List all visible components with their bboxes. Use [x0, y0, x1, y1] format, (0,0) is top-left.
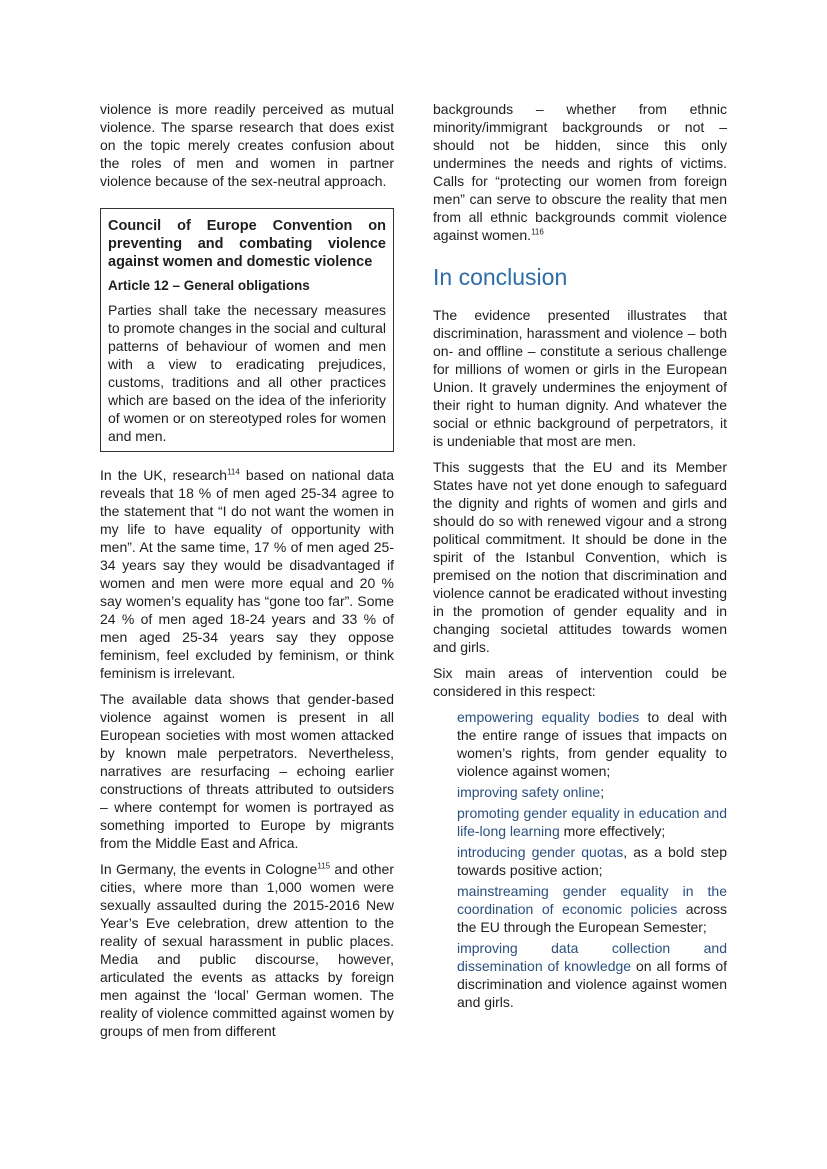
list-item — [457, 804, 727, 840]
list-item — [457, 939, 727, 1011]
area-highlight: improving data collection and dissemination of knowledge — [457, 940, 727, 974]
box-subtitle: Article 12 – General obligations — [108, 278, 310, 293]
box-text: Parties shall take the necessary measures to promote changes in the social and cultural patterns of behaviour of women and men with a view to eradicating prejudices, customs, traditions and all other practices which are based on the idea of the inferiority of women or on stereotyped roles for women and men. — [108, 302, 386, 444]
area-highlight: empowering equality bodies — [457, 709, 640, 725]
continuation-text: backgrounds – whether from ethnic minority/immigrant backgrounds or not – should not be hidden, since this only undermines the needs and rights of victims. Calls for “protecting our women from foreign men” can serve to obscure the reality that men from all ethnic backgrounds commit violence against women. — [433, 101, 727, 243]
conclusion-heading: In conclusion — [433, 264, 568, 290]
data-paragraph: The available data shows that gender-based violence against women is present in all European societies with most women attacked by known male perpetrators. Nevertheless, narratives are resurfacing – echoing earlier constructions of threats attributed to outsiders – where contempt for women is portrayed as something imported to Europe by migrants from the Middle East and Africa. — [100, 691, 394, 851]
area-text: ; — [600, 784, 605, 800]
intervention-areas-list — [433, 708, 727, 1011]
footnote-ref-115[interactable]: 115 — [317, 861, 331, 871]
germany-paragraph — [100, 860, 394, 1040]
germany-paragraph-part2: and other cities, where more than 1,000 women were sexually assaulted during the 2015-2016 New Year’s Eve celebration, drew attention to the reality of sexual harassment in public places. Media and public discourse, however, articulated the events as attacks by foreign men against the ‘local’ German women. The reality of violence committed against women by groups of men from different — [100, 861, 394, 1039]
area-text: more effectively; — [559, 823, 666, 839]
conclusion-paragraph-1: The evidence presented illustrates that discrimination, harassment and violence – both on- and offline – constitute a serious challenge for millions of women or girls in the European Union. It gravely undermines the enjoyment of their right to human dignity. And whatever the social or ethnic background of perpetrators, it is undeniable that most are men. — [433, 307, 727, 449]
list-item — [457, 708, 727, 780]
area-text: on all forms of discrimination and violence against women and girls. — [457, 958, 727, 1010]
box-title: Council of Europe Convention on preventing and combating violence against women and domestic violence — [108, 218, 386, 270]
convention-box — [100, 208, 394, 452]
list-item — [457, 882, 727, 936]
intro-paragraph: violence is more readily perceived as mutual violence. The sparse research that does exist on the topic merely creates confusion about the roles of men and women in partner violence because of the sex-neutral approach. — [100, 101, 394, 189]
area-text: to deal with the entire range of issues that impacts on women’s rights, from gender equality to violence against women; — [457, 709, 727, 779]
continuation-paragraph — [433, 100, 727, 244]
area-highlight: improving safety online — [457, 784, 601, 800]
area-text: , as a bold step towards positive action; — [457, 844, 727, 878]
area-highlight: mainstreaming gender equality in the coordination of economic policies — [457, 883, 727, 917]
area-highlight: introducing gender quotas — [457, 844, 624, 860]
footnote-ref-116[interactable]: 116 — [531, 227, 544, 237]
uk-paragraph-part1: In the UK, research — [100, 467, 228, 483]
conclusion-paragraph-3: Six main areas of intervention could be considered in this respect: — [433, 665, 727, 699]
right-column — [433, 100, 727, 1014]
footnote-ref-114[interactable]: 114 — [227, 467, 240, 477]
left-column — [100, 100, 394, 1048]
uk-paragraph — [100, 466, 394, 682]
list-item — [457, 843, 727, 879]
uk-paragraph-part2: based on national data reveals that 18 % of men aged 25-34 agree to the statement that “I do not want the women in my life to have equality of opportunity with men”. At the same time, 17 % of men aged 25-34 years say they would be disadvantaged if women and men were more equal and 20 % say women’s equality has “gone too far”. Some 24 % of men aged 18-24 years and 33 % of men aged 25-34 years say they oppose feminism, feel excluded by feminism, or think feminism is irrelevant. — [100, 467, 394, 681]
germany-paragraph-part1: In Germany, the events in Cologne — [100, 861, 318, 877]
list-item — [457, 783, 727, 801]
area-highlight: promoting gender equality in education and life-long learning — [457, 805, 727, 839]
area-text: across the EU through the European Semester; — [457, 901, 728, 935]
conclusion-paragraph-2: This suggests that the EU and its Member States have not yet done enough to safeguard the dignity and rights of women and girls and should do so with renewed vigour and a strong political commitment. It should be done in the spirit of the Istanbul Convention, which is premised on the notion that discrimination and violence cannot be eradicated without investing in the promotion of gender equality and in changing societal attitudes towards women and girls. — [433, 459, 727, 655]
